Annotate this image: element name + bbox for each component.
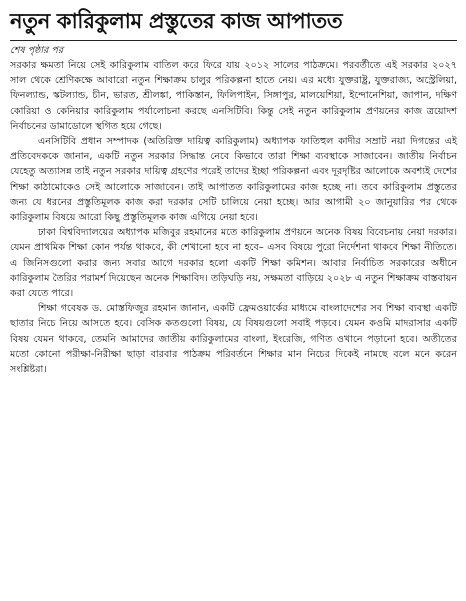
paragraph-1: সরকার ক্ষমতা নিয়ে সেই কারিকুলাম বাতিল করে ফিরে যায় ২০১২ সালের পাঠক্রমে। পরবর্তীতে এই সরকার ২০২৭ সাল থেকে শ্রেণিকক্ষে আবারো নতুন শিক্ষাক্রম চালুর পরিকল্পনা হাতে নেয়। এর মধ্যে যুক্তরাষ্ট্র, যুক্তরাজ্য, অস্ট্রেলিয়া, ফিনল্যান্ড, স্কটল্যান্ড, চীন, ভারত, শ্রীলঙ্কা, পাকিস্তান, ফিলিপাইন, সিঙ্গাপুর, মালয়েশিয়া, ইন্দোনেশিয়া, জাপান, দক্ষিণ কোরিয়া ও কেনিয়ার কারিকুলাম পর্যালোচনা করছে এনসিটিবি। কিন্তু সেই নতুন কারিকুলাম প্রণয়নের কাজ ত্রয়োদশ নির্বাচনের ডামাডোলে স্থগিত হয়ে গেছে। — [10, 60, 457, 132]
continued-from-label: শেষ পৃষ্ঠার পর — [10, 45, 64, 56]
headline-rule — [10, 40, 457, 41]
paragraph-4: শিক্ষা গবেষক ড. মোস্তফিজুর রহমান জানান, একটি ফ্রেমওয়ার্কের মাধ্যমে বাংলাদেশের সব শিক্ষা ব্যবস্থা একটি ছাতার নিচে নিয়ে আসতে হবে। বেসিক কতগুলো বিষয়, যে বিষয়গুলো সবাই পড়বে। যেমন কওমি মাদরাসার একটি বিষয় যেমন থাকবে, তেমনি আমাদের জাতীয় কারিকুলামের বাংলা, ইংরেজি, গণিত ওখানে পড়ানো হবে। অতীতের মতো কোনো পরীক্ষা-নিরীক্ষা ছাড়া বারবার পাঠক্রম পরিবর্তনে শিক্ষার মান নিচের দিকেই নামছে বলে মনে করেন সংশ্লিষ্টরা। — [10, 303, 457, 376]
paragraph-3: ঢাকা বিশ্ববিদ্যালয়ের অধ্যাপক মজিবুর রহমানের মতে কারিকুলাম প্রণয়নে অনেক বিষয় বিবেচনায় নেয়া দরকার। যেমন প্রাথমিক শিক্ষা কোন পর্যন্ত থাকবে, কী শেখানো হবে না হবে– এসব বিষয়ে পুরো নির্দেশনা থাকবে শিক্ষা নীতিতে। এ জিনিসগুলো করার জন্য সবার আগে দরকার হলো একটি শিক্ষা কমিশন। আবার নির্বাচিত সরকারের অধীনে কারিকুলাম তৈরির পরামর্শ দিয়েছেন অনেক শিক্ষাবিদ। তড়িঘড়ি নয়, সক্ষমতা বাড়িয়ে ২০২৮ এ নতুন শিক্ষাক্রম বাস্তবায়ন করা যেতে পারে। — [10, 227, 457, 300]
headline: নতুন কারিকুলাম প্রস্তুতের কাজ আপাতত — [10, 9, 343, 33]
paragraph-2: এনসিটিবি প্রধান সম্পাদক (অতিরিক্ত দায়িত্ব কারিকুলাম) অধ্যাপক ফাতিহুল কাদীর সম্রাট নয়া দিগন্তের এই প্রতিবেদককে জানান, একটি নতুন সরকার সিদ্ধান্ত নেবে কিভাবে তারা শিক্ষা ব্যবস্থাকে সাজাবেন। জাতীয় নির্বাচন যেহেতু অত্যাসন্ন তাই নতুন সরকার দায়িত্ব গ্রহণের পরেই তাদের ইচ্ছা পরিকল্পনা এবং দূরদৃষ্টির আলোকে অবশ্যই দেশের শিক্ষা কাঠামোকেও সেই আলোকে সাজাবেন। তাই আপাতত কারিকুলামের কাজ হচ্ছে না। তবে কারিকুলাম প্রস্তুতের জন্য যে ধরনের প্রস্তুতিমূলক কাজ করা দরকার সেটি চালিয়ে নেয়া হচ্ছে। আর আগামী ২০ জানুয়ারির পর থেকে কারিকুলাম বিষয়ে আরো কিছু প্রস্তুতিমূলক কাজ এগিয়ে নেয়া হবে। — [10, 136, 457, 224]
